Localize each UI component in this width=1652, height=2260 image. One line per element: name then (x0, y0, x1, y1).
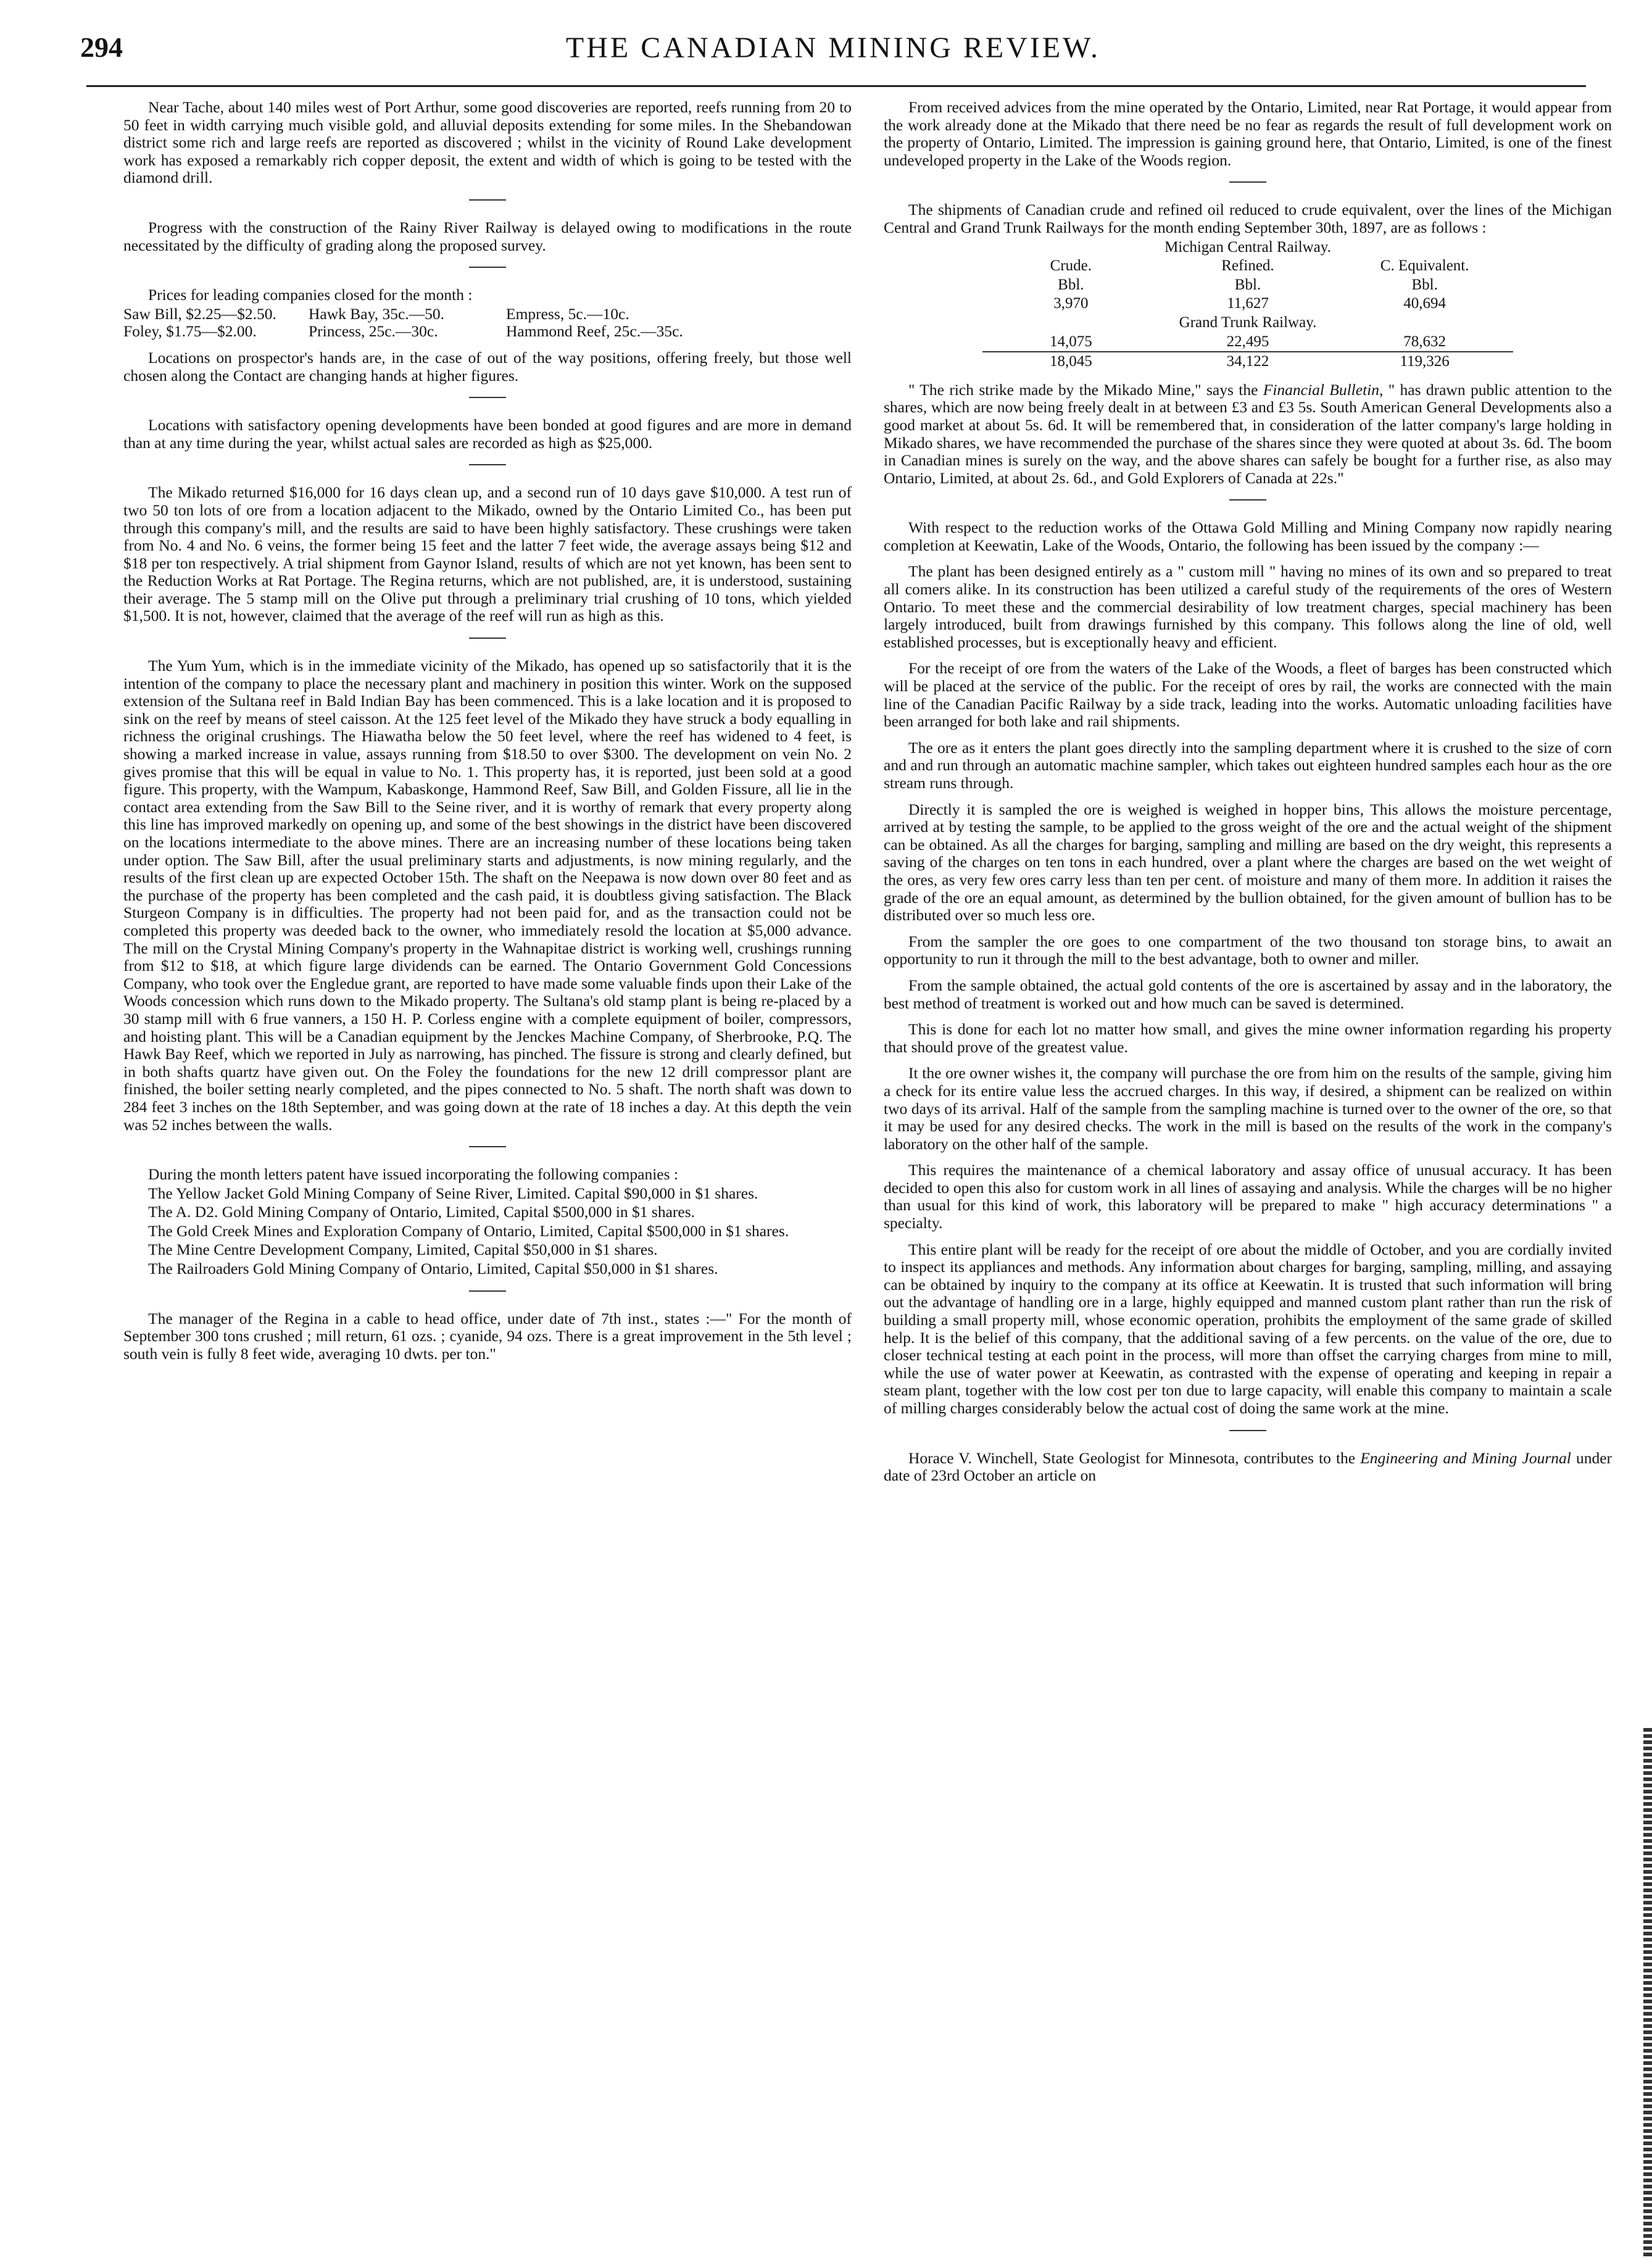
company-entry: The A. D2. Gold Mining Company of Ontario, Limited, Capital $500,000 in $1 shares. (148, 1203, 695, 1221)
journal-title: THE CANADIAN MINING REVIEW. (565, 31, 1101, 64)
publication-name: Engineering and Mining Journal (1360, 1448, 1571, 1467)
section-separator (469, 638, 506, 639)
text-run: " The rich strike made by the Mikado Mine," says the (908, 380, 1263, 399)
text-run: under date of 23rd October an article on (884, 1448, 1613, 1485)
railway-title: Grand Trunk Railway. (1179, 314, 1317, 331)
paragraph: The plant has been designed entirely as a " custom mill " having no mines of its own and so prepared to treat all comers alike. In its construction has been utilized a careful study of the requirements of the ores of Western Ontario. To meet these and the commercial desirability of low treatment charges, special machinery has been largely introduced, built from drawings furnished by this company. This follows along the line of old, well established processes, but is exceptionally heavy and efficient. (884, 562, 1612, 651)
paragraph: Progress with the construction of the Rainy River Railway is delayed owing to modifications in the route necessitated by the difficulty of grading along the proposed survey. (123, 218, 852, 254)
publication-name: Financial Bulletin (1263, 380, 1379, 399)
paragraph (884, 381, 1612, 488)
section-separator (469, 199, 506, 201)
left-column (123, 99, 852, 1371)
paragraph: The shipments of Canadian crude and refined oil reduced to crude equivalent, over the lines of the Michigan Central and Grand Trunk Railways for the month ending September 30th, 1897, are as follows : (884, 201, 1612, 236)
section-separator (469, 397, 506, 398)
paragraph: With respect to the reduction works of the Ottawa Gold Milling and Mining Company now rapidly nearing completion at Keewatin, Lake of the Woods, Ontario, the following has been issued by the company :— (884, 518, 1612, 554)
paragraph: The Mikado returned $16,000 for 16 days clean up, and a second run of 10 days gave $10,000. A test run of two 50 ton lots of ore from a location adjacent to the Mikado, owned by the Ontario Limited Co., has been put through this company's mill, and the results are said to have been highly satisfactory. These crushings were taken from No. 4 and No. 6 veins, the former being 15 feet and the latter 7 feet wide, the average assays being $12 and $18 per ton respectively. A trial shipment from Gaynor Island, results of which are not yet known, has been sent to the Reduction Works at Rat Portage. The Regina returns, which are not published, are, it is understood, sustaining their average. The 5 stamp mill on the Olive put through a preliminary trial crushing of 10 tons, which yielded $1,500. It is not, however, claimed that the average of the reef will run as high as this. (123, 483, 852, 625)
unit-label: Bbl. (1058, 276, 1084, 293)
unit-label: Bbl. (1234, 276, 1261, 293)
company-entry: The Railroaders Gold Mining Company of Ontario, Limited, Capital $50,000 in $1 shares. (148, 1260, 718, 1278)
paragraph (884, 1450, 1612, 1485)
price-entry: Hawk Bay, 35c.—50. (309, 304, 445, 323)
section-separator (1229, 181, 1266, 183)
paragraph: Locations with satisfactory opening developments have been bonded at good figures and are more in demand than at any time during the year, whilst actual sales are recorded as high as $25,000. (123, 416, 852, 452)
paragraph: For the receipt of ore from the waters of the Lake of the Woods, a fleet of barges has been constructed which will be placed at the service of the public. For the receipt of ores by rail, the works are connected with the main line of the Canadian Pacific Railway by a side track, leading into the works. Automatic unloading facilities have been arranged for both lake and rail shipments. (884, 659, 1612, 731)
price-row (123, 323, 852, 341)
page-number: 294 (80, 31, 123, 63)
column-header: Refined. (1221, 257, 1274, 275)
table-cell: 78,632 (1403, 333, 1447, 350)
price-entry: Hammond Reef, 25c.—35c. (506, 322, 683, 341)
paragraph: This requires the maintenance of a chemical laboratory and assay office of unusual accuracy. It has been decided to open this also for custom work in all lines of assaying and analysis. While the charges will be no higher than usual for this kind of work, this laboratory will be prepared to make " high accuracy determinations " a specialty. (884, 1161, 1612, 1232)
company-entry: The Mine Centre Development Company, Limited, Capital $50,000 in $1 shares. (148, 1240, 658, 1259)
paragraph: Locations on prospector's hands are, in the case of out of the way positions, offering freely, but those well chosen along the Contact are changing hands at higher figures. (123, 348, 852, 384)
paragraph: The Yum Yum, which is in the immediate vicinity of the Mikado, has opened up so satisfactorily that it is the intention of the company to place the necessary plant and machinery in position this winter. Work on the supposed extension of the Sultana reef in Bald Indian Bay has been commenced. This is a lake location and it is proposed to sink on the reef by means of steel caisson. At the 125 feet level of the Mikado they have struck a body equalling in richness the original crushings. The Hiawatha below the 50 feet level, where the reef has widened to 4 feet, is showing a marked increase in value, assays running from $18.50 to over $300. The development on vein No. 2 gives promise that this will be equal in value to No. 1. This property has, it is reported, just been sold at a good figure. This property, with the Wampum, Kabaskonge, Hammond Reef, Saw Bill, and Golden Fissure, all lie in the contact area extending from the Saw Bill to the Seine river, and it is worthy of remark that every property along this line has improved markedly on opening up, and some of the best showings in the district have been discovered on the locations intermediate to the above mines. There are an increasing number of these locations being taken under option. The Saw Bill, after the usual preliminary starts and adjustments, is now mining regularly, and the results of the first clean up are expected October 15th. The shaft on the Neepawa is now down over 80 feet and as the purchase of the property has been completed and the cash paid, it is doubtless giving satisfaction. The Black Sturgeon Company is in difficulties. The property had not been paid for, and as the transaction could not be completed this property was deeded back to the owner, who immediately resold the location at $5,000 advance. The mill on the Crystal Mining Company's property in the Wahnapitae district is working well, crushings running from $12 to $18, at which figure large dividends can be earned. The Ontario Government Gold Concessions Company, who took over the Engledue grant, are reported to have made some valuable finds upon their Lake of the Woods concession which runs down to the Mikado property. The Sultana's old stamp plant is being re-placed by a 30 stamp mill with 6 frue vanners, a 150 H. P. Corless engine with a complete equipment of boiler, compressors, and hoisting plant. This will be a Canadian equipment by the Jenckes Machine Company, of Sherbrooke, P.Q. The Hawk Bay Reef, which we reported in July as narrowing, has pinched. The fissure is strong and clearly defined, but in both shafts quartz have given out. On the Foley the foundations for the new 12 drill compressor plant are finished, the boiler setting nearly completed, and the pipes connected to No. 5 shaft. The north shaft was down to 284 feet 3 inches on the 18th September, and was going down at the rate of 18 inches a day. At this depth the vein was 52 inches between the walls. (123, 657, 852, 1134)
paragraph: The manager of the Regina in a cable to head office, under date of 7th inst., states :—" For the month of September 300 tons crushed ; mill return, 61 ozs. ; cyanide, 94 ozs. There is a great improvement in the 5th level ; south vein is fully 8 feet wide, averaging 10 dwts. per ton." (123, 1309, 852, 1363)
section-separator (1229, 1430, 1266, 1431)
paragraph: From received advices from the mine operated by the Ontario, Limited, near Rat Portage, it would appear from the work already done at the Mikado that there need be no fear as regards the result of full development work on the property of Ontario, Limited. The impression is gaining ground here, that Ontario, Limited, is one of the finest undeveloped property in the Lake of the Woods region. (884, 98, 1612, 169)
paragraph: During the month letters patent have issued incorporating the following companies : (148, 1165, 679, 1184)
scan-edge-artifact (1643, 1728, 1652, 2259)
paragraph: Near Tache, about 140 miles west of Port Arthur, some good discoveries are reported, reefs running from 20 to 50 feet in width carrying much visible gold, and alluvial deposits extending for some miles. In the Shebandowan district some rich and large reefs are reported as discovered ; whilst in the vicinity of Round Lake development work has exposed a remarkably rich copper deposit, the extent and width of which is going to be tested with the diamond drill. (123, 98, 852, 187)
total-cell: 18,045 (982, 352, 1160, 372)
page-header (62, 31, 1604, 80)
text-run: , " has drawn public attention to the shares, which are now being freely dealt in at between £3 and £3 5s. South American General Developments also a good market at about 5s. 6d. It will be remembered that, in consideration of the latter company's large holding in Mikado shares, we have recommended the purchase of the shares since they were quoted at about 3s. 6d. The boom in Canadian mines is surely on the way, and the above shares can safely be bought for a further rise, as also may Ontario, Limited, at about 2s. 6d., and Gold Explorers of Canada at 22s." (884, 380, 1612, 487)
text-run: Horace V. Winchell, State Geologist for Minnesota, contributes to the (908, 1448, 1361, 1467)
total-cell: 119,326 (1336, 352, 1513, 372)
column-header: C. Equivalent. (1380, 257, 1469, 275)
right-column (884, 99, 1612, 1494)
price-entry: Saw Bill, $2.25—$2.50. (123, 304, 276, 323)
paragraph: Prices for leading companies closed for the month : (148, 286, 473, 304)
section-separator (469, 1290, 506, 1292)
price-entry: Princess, 25c.—30c. (309, 322, 438, 341)
column-header: Crude. (1050, 257, 1092, 275)
table-cell: 11,627 (1227, 295, 1269, 312)
paragraph: It the ore owner wishes it, the company will purchase the ore from him on the results of the sample, giving him a check for its entire value less the accrued charges. In this way, if desired, a shipment can be realized on within two days of its arrival. Half of the sample from the sampling machine is turned over to the owner of the ore, so that it may be used for any desired checks. The work in the mill is based on the results of the work in the company's laboratory on the other half of the sample. (884, 1064, 1612, 1153)
unit-label: Bbl. (1411, 276, 1438, 293)
paragraph: The ore as it enters the plant goes directly into the sampling department where it is crushed to the size of corn and and run through an automatic machine sampler, which takes out eighteen hundred samples each hour as the ore stream runs through. (884, 738, 1612, 792)
table-cell: 22,495 (1226, 333, 1269, 350)
table-cell: 3,970 (1053, 295, 1089, 312)
railway-title: Michigan Central Railway. (1164, 238, 1331, 255)
header-rule (86, 85, 1586, 87)
total-cell: 34,122 (1160, 352, 1337, 372)
price-entry: Foley, $1.75—$2.00. (123, 322, 257, 341)
paragraph: This is done for each lot no matter how small, and gives the mine owner information regarding his property that should prove of the greatest value. (884, 1020, 1612, 1056)
shipments-table (982, 238, 1513, 372)
price-row (123, 305, 852, 323)
paragraph: This entire plant will be ready for the receipt of ore about the middle of October, and you are cordially invited to inspect its appliances and methods. Any information about charges for barging, sampling, milling, and assaying can be obtained by inquiry to the company at its office at Keewatin. It is trusted that such information will bring out the advantage of handling ore in a large, highly equipped and manned custom plant rather than run the risk of building a small property mill, whose economic operation, prohibits the employment of the same grade of skilled help. It is the belief of this company, that the additional saving of a few percents. on the value of the ore, due to closer technical testing at each point in the process, will more than offset the carrying charges from mine to mill, while the use of water power at Keewatin, as contrasted with the expense of operating and keeping in repair a steam plant, together with the low cost per ton due to large capacity, will enable this company to maintain a scale of milling charges considerably below the actual cost of doing the same work at the mine. (884, 1240, 1612, 1417)
section-separator (469, 464, 506, 465)
paragraph: Directly it is sampled the ore is weighed is weighed in hopper bins, This allows the moisture percentage, arrived at by testing the sample, to be applied to the gross weight of the ore and the actual weight of the shipment can be obtained. As all the charges for barging, sampling and milling are based on the dry weight, this represents a saving of the charges on ten tons in each hundred, over a plant where the charges are based on the wet weight of the ores, as very few ores carry less than ten per cent. of moisture and many of them more. In addition it raises the grade of the ore an equal amount, as determined by the bullion obtained, for the given amount of bullion has to be distributed over so much less ore. (884, 800, 1612, 924)
section-separator (1229, 499, 1266, 501)
table-cell: 40,694 (1403, 295, 1447, 312)
section-separator (469, 1146, 506, 1147)
price-list (123, 305, 852, 341)
company-entry: The Yellow Jacket Gold Mining Company of Seine River, Limited. Capital $90,000 in $1 shares. (148, 1184, 758, 1202)
section-separator (469, 267, 506, 268)
paragraph: From the sampler the ore goes to one compartment of the two thousand ton storage bins, to await an opportunity to run it through the mill to the best advantage, both to owner and miller. (884, 932, 1612, 968)
company-entry: The Gold Creek Mines and Exploration Company of Ontario, Limited, Capital $500,000 in $1 shares. (148, 1221, 789, 1240)
table-cell: 14,075 (1049, 333, 1092, 350)
price-entry: Empress, 5c.—10c. (506, 304, 629, 323)
paragraph: From the sample obtained, the actual gold contents of the ore is ascertained by assay and in the laboratory, the best method of treatment is worked out and how much can be saved is determined. (884, 976, 1612, 1012)
